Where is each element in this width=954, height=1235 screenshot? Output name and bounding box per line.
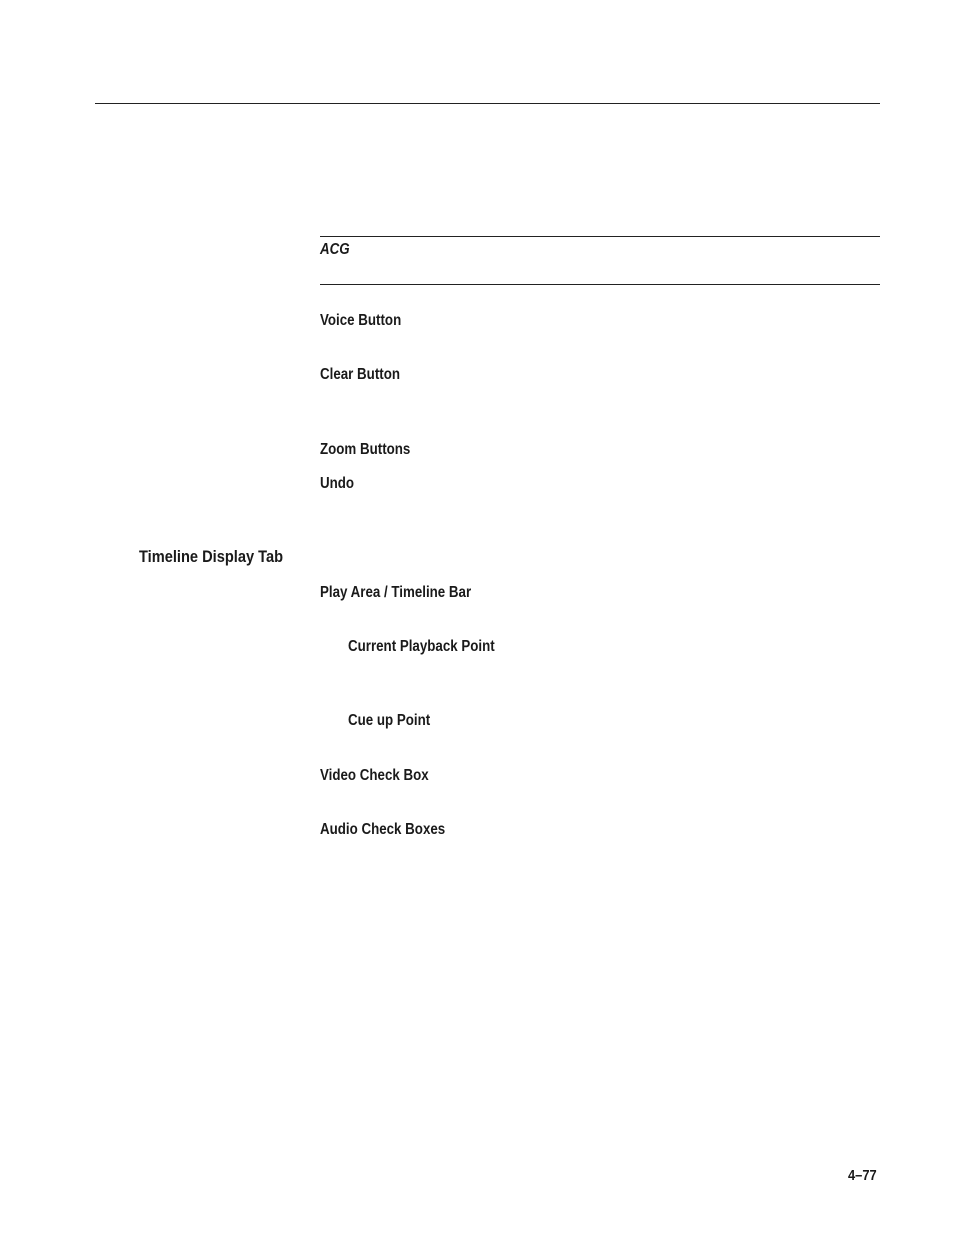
zoom-buttons-term: Zoom Buttons	[320, 441, 411, 458]
audio-check-boxes-term: Audio Check Boxes	[320, 821, 446, 838]
timeline-display-tab-heading: Timeline Display Tab	[139, 547, 284, 566]
video-check-box-term: Video Check Box	[320, 767, 429, 784]
clear-button-term: Clear Button	[320, 366, 400, 383]
current-playback-point-term: Current Playback Point	[348, 638, 495, 655]
play-area-term: Play Area / Timeline Bar	[320, 584, 472, 601]
note-top-rule	[320, 236, 880, 237]
cue-up-point-term: Cue up Point	[348, 712, 431, 729]
note-bottom-rule	[320, 284, 880, 285]
page-number: 4–77	[848, 1167, 877, 1184]
voice-button-term: Voice Button	[320, 312, 402, 329]
header-rule	[95, 103, 880, 104]
note-label: ACG	[320, 241, 350, 258]
undo-term: Undo	[320, 475, 355, 492]
